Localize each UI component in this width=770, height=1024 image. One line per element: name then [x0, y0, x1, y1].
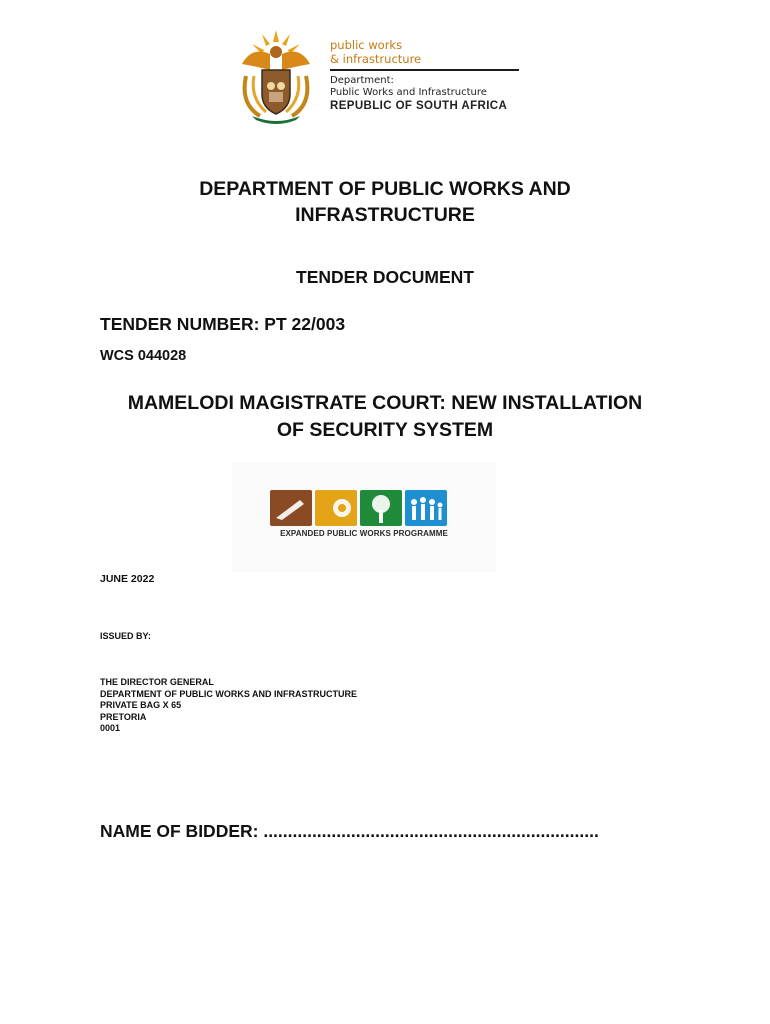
- issuer-address: [100, 677, 357, 735]
- coat-of-arms-icon: [236, 24, 316, 126]
- project-title-line-2: OF SECURITY SYSTEM: [276, 419, 494, 441]
- address-line: THE DIRECTOR GENERAL: [100, 677, 214, 687]
- epwp-logo: [232, 462, 496, 572]
- bidder-name-field[interactable]: NAME OF BIDDER: .....................................................................: [100, 821, 599, 841]
- wcs-number: WCS 044028: [100, 348, 187, 364]
- tender-number: TENDER NUMBER: PT 22/003: [100, 314, 346, 334]
- department-logo-text: [330, 38, 530, 114]
- brand-line-2: & infrastructure: [330, 52, 422, 66]
- address-line: DEPARTMENT OF PUBLIC WORKS AND INFRASTRUCTURE: [100, 688, 357, 699]
- document-date: JUNE 2022: [100, 573, 155, 585]
- project-title: [80, 390, 690, 444]
- logo-divider: [330, 69, 519, 71]
- country-name: REPUBLIC OF SOUTH AFRICA: [330, 100, 508, 112]
- department-label: Department:: [330, 75, 394, 86]
- epwp-tiles-icon: [270, 490, 448, 526]
- address-line: 0001: [100, 723, 121, 734]
- issued-by-label: ISSUED BY:: [100, 631, 151, 641]
- project-title-line-1: MAMELODI MAGISTRATE COURT: NEW INSTALLATION: [127, 392, 643, 414]
- address-line: PRETORIA: [100, 711, 147, 722]
- document-title: [0, 176, 770, 228]
- title-line-1: DEPARTMENT OF PUBLIC WORKS AND: [199, 178, 571, 200]
- title-line-2: INFRASTRUCTURE: [295, 204, 475, 226]
- department-name: Public Works and Infrastructure: [330, 87, 487, 98]
- epwp-label: EXPANDED PUBLIC WORKS PROGRAMME: [280, 529, 448, 538]
- address-line: PRIVATE BAG X 65: [100, 700, 182, 711]
- brand-line-1: public works: [330, 38, 403, 52]
- coat-of-arms-logo: [236, 24, 316, 126]
- tender-document-heading: TENDER DOCUMENT: [296, 267, 474, 287]
